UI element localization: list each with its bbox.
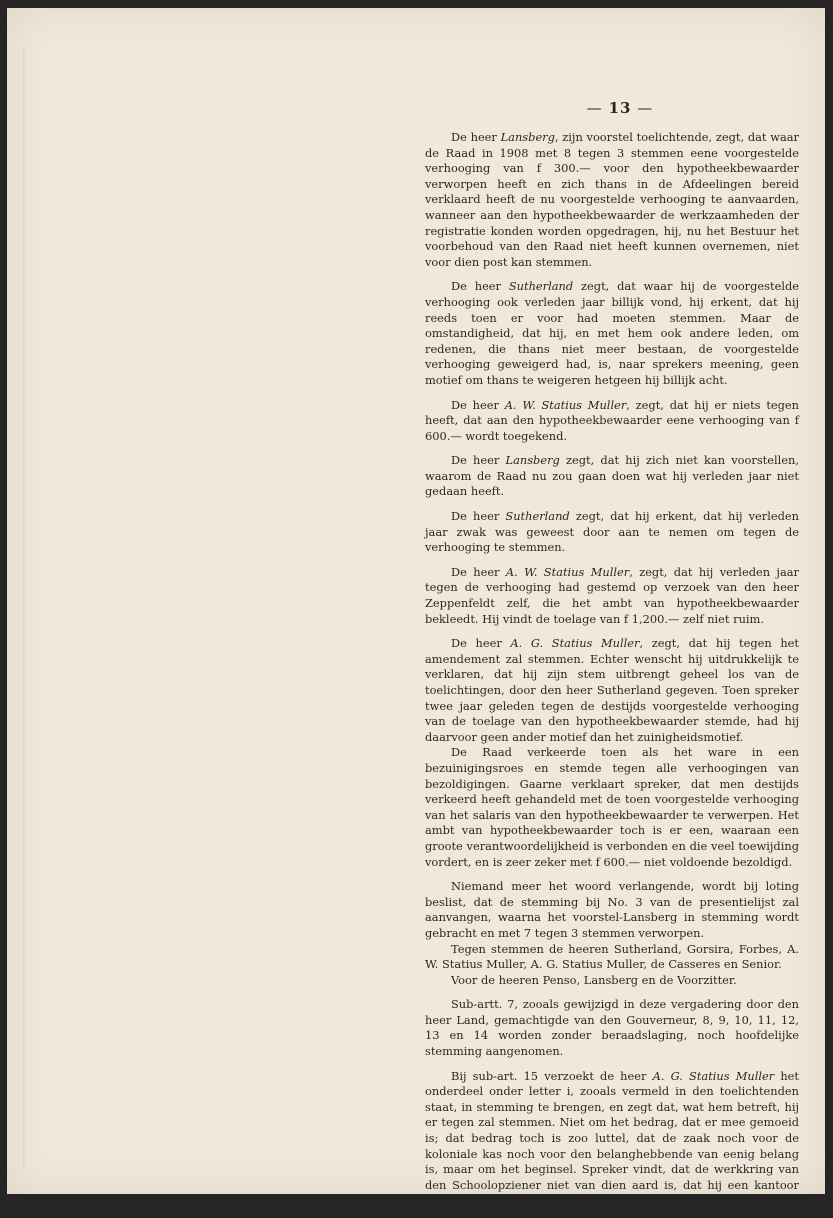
- speaker-name: Sutherland: [505, 509, 570, 524]
- paragraph: [425, 997, 799, 1059]
- speaker-name: A. G. Statius Muller: [652, 1068, 775, 1083]
- paragraph-text: De heer: [451, 130, 501, 144]
- speaker-name: Sutherland: [508, 279, 574, 294]
- paragraph-text: Bij sub-art. 15 verzoekt de heer: [451, 1068, 653, 1083]
- speaker-name: A. W. Statius Muller: [504, 397, 627, 412]
- paragraph-text: De heer: [451, 279, 509, 294]
- paragraph-text: De heer: [451, 509, 506, 524]
- paragraph: [425, 453, 799, 500]
- paragraph-text: zegt, dat hij zich niet kan voorstellen, waarom de Raad nu zou gaan doen wat hij verleden jaar niet gedaan heeft.: [425, 453, 799, 499]
- paragraph-text: Sub-artt. 7, zooals gewijzigd in deze vergadering door den heer Land, gemachtigde van den Gouverneur, 8, 9, 10, 11, 12, 13 en 14 worden zonder beraadslaging, noch hoofdelijke stemming aangenomen.: [425, 997, 799, 1059]
- paragraph-text: Voor de heeren Penso, Lansberg en de Voorzitter.: [451, 972, 737, 987]
- paragraph-text: , zegt, dat hij er niets tegen heeft, dat aan den hypotheekbewaarder eene verhooging van f 600.— wordt toegekend.: [425, 397, 799, 443]
- paragraph-text: De heer: [451, 564, 506, 579]
- paragraph: [425, 509, 799, 556]
- page-number: 13: [608, 99, 632, 117]
- paragraph-text: , zijn voorstel toelichtende, zegt, dat waar de Raad in 1908 met 8 tegen 3 stemmen eene voorgestelde verhooging van f 300.— voor den hypotheekbewaarder verworpen heeft en zich thans in de Afdeelingen bereid verklaard heeft de nu voorgestelde verhooging te aanvaarden, wanneer aan den hypotheekbewaarder de werkzaamheden der registratie konden worden opgedragen, hij, nu het Bestuur het voorbehoud van den Raad niet heeft kunnen overnemen, niet voor dien post kan stemmen.: [425, 130, 799, 269]
- speaker-name: A. G. Statius Muller: [510, 636, 640, 651]
- paragraph-text: Tegen stemmen de heeren Sutherland, Gorsira, Forbes, A. W. Statius Muller, A. G. Statius Muller, de Casseres en Senior.: [425, 941, 799, 972]
- speaker-name: Lansberg: [500, 130, 555, 144]
- paragraph-text: Niemand meer het woord verlangende, wordt bij loting beslist, dat de stemming bij No. 3 van de presentielijst zal aanvangen, waarna het voorstel-Lansberg in stemming wordt gebracht en met 7 tegen 3 stemmen verworpen.: [425, 879, 799, 940]
- paragraph-text: het onderdeel onder letter i, zooals vermeld in den toelichtenden staat, in stemming te brengen, en zegt dat, wat hem betreft, hij er tegen zal stemmen. Niet om het bedrag, dat er mee gemoeid is; dat bedrag toch is zoo luttel, dat de zaak noch voor de koloniale kas noch voor den belanghebbende van eenig belang is, maar om het beginsel. Spreker vindt, dat de werkkring van den Schoolopziener niet van dien aard is, dat hij een kantoor zou moeten hebben. De aanloop van personen: [425, 1068, 799, 1208]
- paragraph-text: De heer: [451, 636, 511, 651]
- paragraph: [425, 130, 799, 270]
- paragraph: [425, 636, 799, 745]
- paragraph: [425, 398, 799, 445]
- paragraph-text: , zegt, dat hij tegen het amendement zal stemmen. Echter wenscht hij uitdrukkelijk te verklaren, dat hij zijn stem uitbrengt geheel los van de toelichtingen, door den heer Sutherland gegeven. Toen spreker twee jaar geleden tegen de destijds voorgestelde verhooging van de toelage van den hypotheekbewaarder stemde, had hij daarvoor geen ander motief dan het zuinigheidsmotief.: [425, 636, 799, 744]
- paragraph-text: zegt, dat hij erkent, dat hij verleden jaar zwak was geweest door aan te nemen om tegen de verhooging te stemmen.: [425, 509, 799, 555]
- speaker-name: A. W. Statius Muller: [505, 564, 630, 579]
- paragraph-text: De heer: [451, 397, 505, 412]
- paragraph: [425, 565, 799, 627]
- paragraph-text: zegt, dat waar hij de voorgestelde verhooging ook verleden jaar billijk vond, hij erkent, dat hij reeds toen er voor had moeten stemmen. Maar de omstandigheid, dat hij, en met hem ook andere leden, om redenen, die thans niet meer bestaan, de voorgestelde verhooging geweigerd had, is, naar sprekers meening, geen motief om thans te weigeren hetgeen hij billijk acht.: [425, 279, 799, 387]
- page-header: — 13 —: [586, 99, 654, 117]
- text-column: [425, 130, 799, 1218]
- paragraph: [425, 1069, 799, 1209]
- paragraph: [425, 879, 799, 941]
- paragraph-text: De Raad verkeerde toen als het ware in een bezuinigingsroes en stemde tegen alle verhoogingen van bezoldigingen. Gaarne verklaart spreker, dat men destijds verkeerd heeft gehandeld met de toen voorgestelde verhooging van het salaris van den hypotheekbewaarder te verwerpen. Het ambt van hypotheekbewaarder toch is er een, waaraan een groote verantwoordelijkheid is verbonden en die veel toewijding vordert, en is zeer zeker met f 600.— niet voldoende bezoldigd.: [425, 745, 799, 869]
- page-fold-shadow: [23, 48, 26, 1168]
- paragraph-text: , zegt, dat hij verleden jaar tegen de verhooging had gestemd op verzoek van den heer Zeppenfeldt zelf, die het ambt van hypotheekbewaarder bekleedt. Hij vindt de toelage van f 1,200.— zelf niet ruim.: [425, 564, 799, 626]
- paragraph-text: De heer: [451, 453, 506, 468]
- paragraph: [425, 942, 799, 973]
- paragraph: [425, 279, 799, 388]
- paragraph: [425, 745, 799, 870]
- speaker-name: Lansberg: [505, 453, 560, 468]
- paragraph: [425, 973, 799, 989]
